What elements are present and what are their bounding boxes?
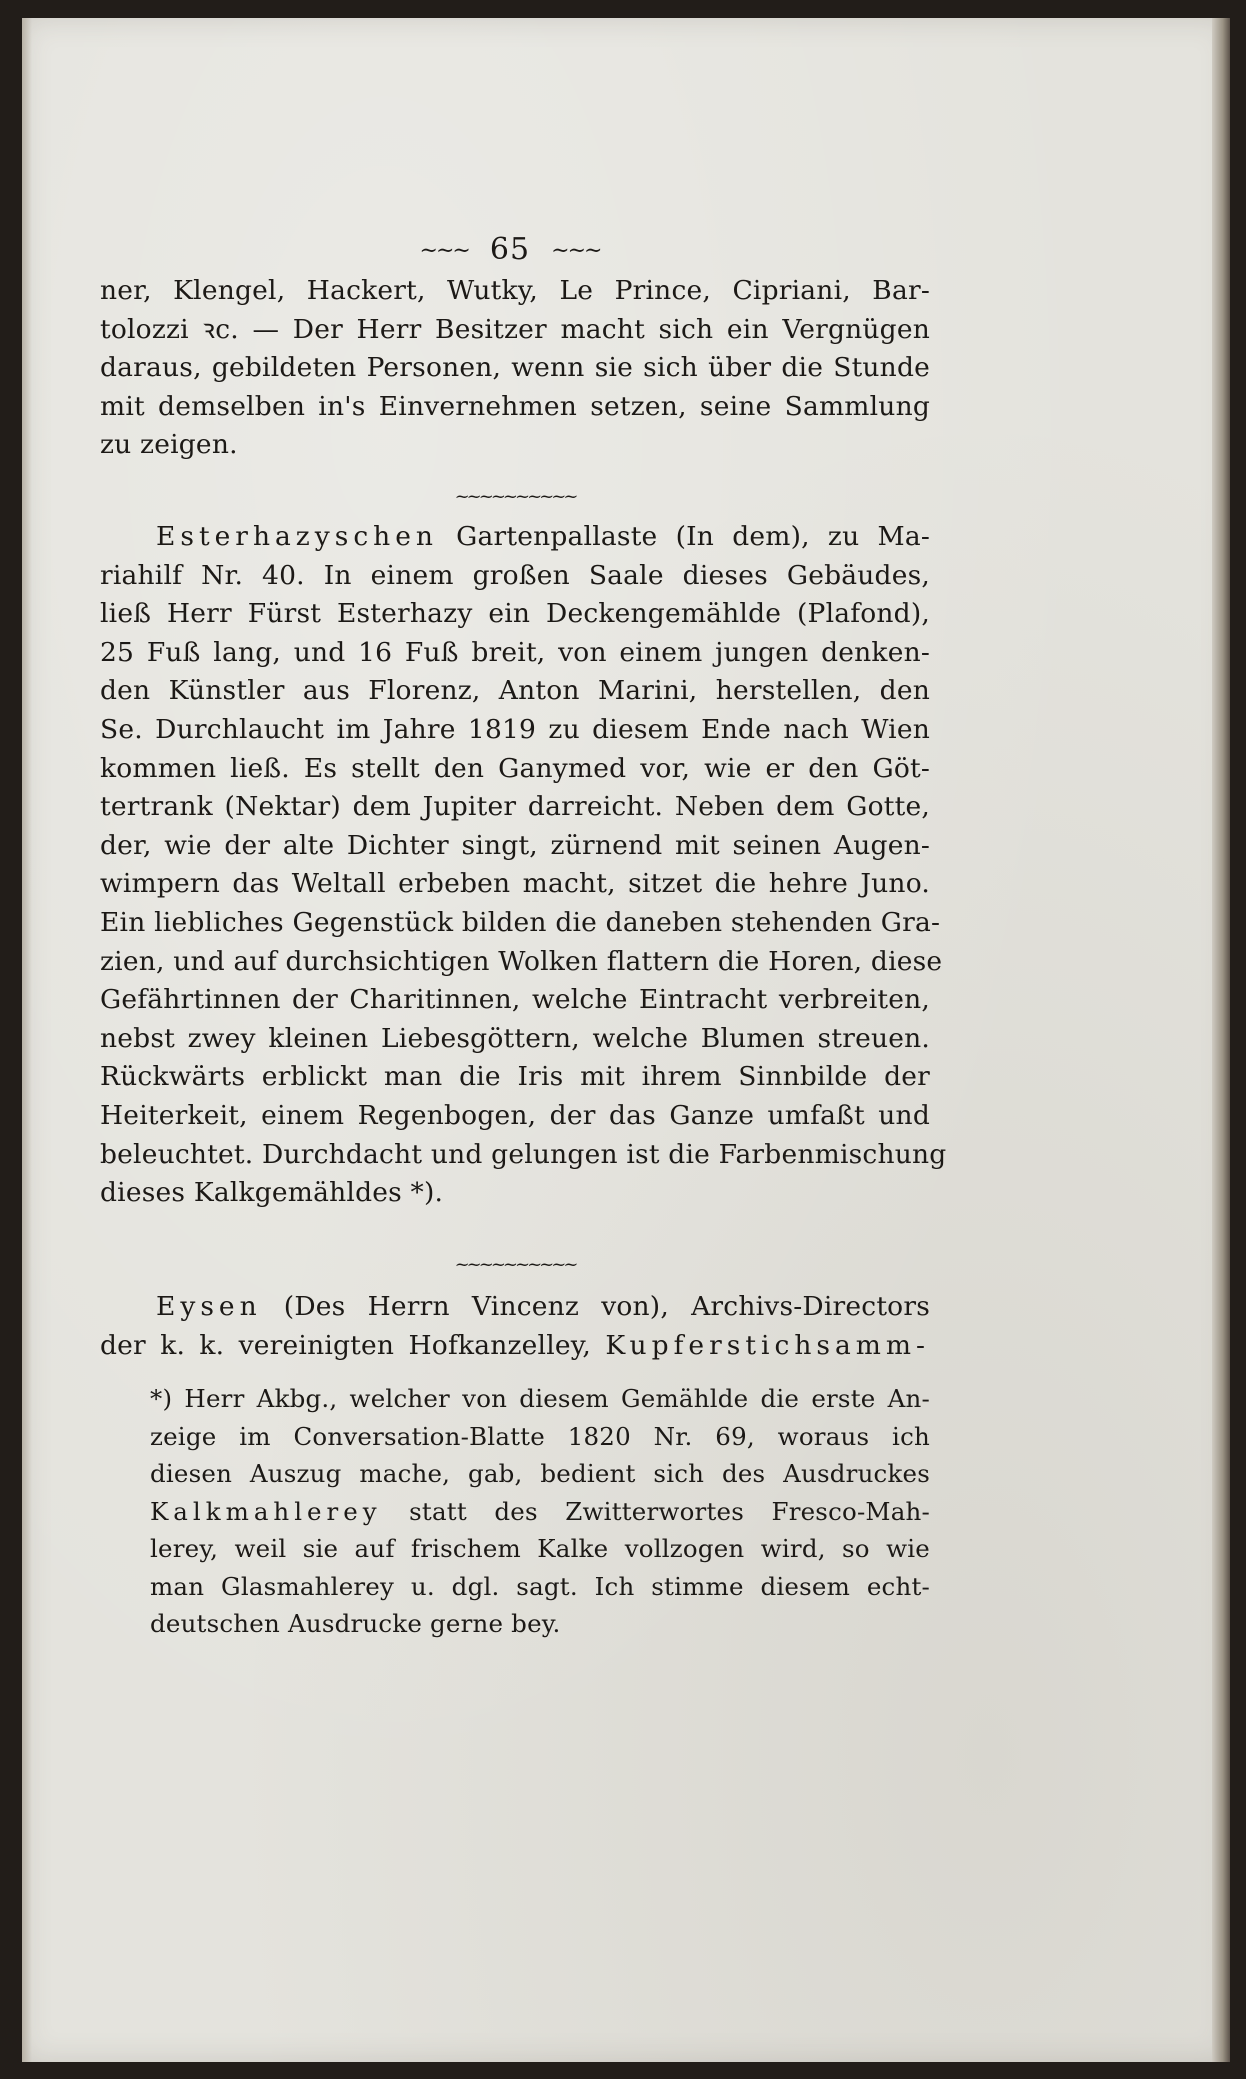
footnote — [108, 1380, 930, 1643]
footnote-line: *) Herr Akbg., welcher von diesem Gemählde die erste An- — [150, 1384, 930, 1413]
text-line: ner, Klengel, Hackert, Wutky, Le Prince, Cipriani, Bar- — [100, 275, 930, 306]
text-line: Heiterkeit, einem Regenbogen, der das Ganze umfaßt und — [100, 1099, 930, 1131]
page-header — [380, 232, 640, 267]
footnote-line: diesen Auszug mache, gab, bedient sich des Ausdruckes — [150, 1459, 930, 1488]
text-line: der k. k. vereinigten Hofkanzelley, Kupferstichsamm- — [100, 1329, 930, 1361]
text-line: tolozzi ꝛc. — Der Herr Besitzer macht sich ein Vergnügen — [100, 313, 930, 345]
footnote-line: Kalkmahlerey statt des Zwitterwortes Fresco-Mah- — [150, 1496, 930, 1526]
text-line: der, wie der alte Dichter singt, zürnend mit seinen Augen- — [100, 829, 930, 861]
paragraph-continuation — [100, 272, 930, 465]
text-line: wimpern das Weltall erbeben macht, sitzet die hehre Juno. — [100, 868, 930, 900]
footnote-line: man Glasmahlerey u. dgl. sagt. Ich stimme diesem echt- — [150, 1571, 930, 1601]
text-line: daraus, gebildeten Personen, wenn sie sich über die Stunde — [100, 352, 930, 384]
entry-heading: Esterhazyschen — [156, 521, 438, 552]
text-line: ließ Herr Fürst Esterhazy ein Deckengemählde (Plafond), — [100, 598, 930, 630]
spaced-term: Kalkmahlerey — [150, 1496, 382, 1526]
text-line: Rückwärts erblickt man die Iris mit ihrem Sinnbilde der — [100, 1061, 930, 1093]
text-line: Ein liebliches Gegenstück bilden die daneben stehenden Gra- — [100, 906, 941, 938]
text-line: kommen ließ. Es stellt den Ganymed vor, wie er den Göt- — [100, 752, 930, 784]
text-line: zien, und auf durchsichtigen Wolken flattern die Horen, diese — [100, 945, 943, 977]
text-line: Eysen (Des Herrn Vincenz von), Archivs-Directors — [156, 1291, 930, 1322]
footnote-line: lerey, weil sie auf frischem Kalke vollzogen wird, so wie — [150, 1534, 930, 1563]
text-line: den Künstler aus Florenz, Anton Marini, herstellen, den — [100, 675, 930, 707]
text-line: 25 Fuß lang, und 16 Fuß breit, von einem jungen denken- — [100, 636, 930, 668]
footnote-line: zeige im Conversation-Blatte 1820 Nr. 69, woraus ich — [150, 1421, 930, 1451]
entry-esterhazy — [100, 518, 947, 1213]
text-line: beleuchtet. Durchdacht und gelungen ist die Farbenmischung — [100, 1138, 947, 1170]
section-separator: ~~~~~~~~~~ — [454, 1254, 576, 1275]
text-line: Esterhazyschen Gartenpallaste (In dem), zu Ma- — [156, 521, 930, 552]
section-separator: ~~~~~~~~~~ — [454, 486, 576, 507]
entry-eysen — [100, 1288, 930, 1365]
text-line: zu zeigen. — [100, 429, 238, 461]
text-line: dieses Kalkgemähldes *). — [100, 1177, 444, 1209]
text-line: riahilf Nr. 40. In einem großen Saale dieses Gebäudes, — [100, 559, 930, 591]
text-line: tertrank (Nektar) dem Jupiter darreicht. Neben dem Gotte, — [100, 791, 930, 823]
header-ornament-left: ~~~ — [419, 238, 469, 264]
header-ornament-right: ~~~ — [551, 238, 601, 264]
text-line: mit demselben in's Einvernehmen setzen, seine Sammlung — [100, 390, 930, 422]
page-right-edge — [1212, 18, 1230, 2062]
text-line: Se. Durchlaucht im Jahre 1819 zu diesem Ende nach Wien — [100, 713, 930, 745]
page-number: 65 — [489, 232, 531, 267]
entry-heading: Eysen — [156, 1291, 262, 1322]
page-left-edge — [22, 18, 32, 2062]
spaced-term: Kupferstichsamm- — [605, 1329, 930, 1361]
text-line: Gefährtinnen der Charitinnen, welche Eintracht verbreiten, — [100, 984, 930, 1016]
footnote-line: deutschen Ausdrucke gerne bey. — [150, 1609, 561, 1638]
text-line: nebst zwey kleinen Liebesgöttern, welche Blumen streuen. — [100, 1022, 930, 1054]
